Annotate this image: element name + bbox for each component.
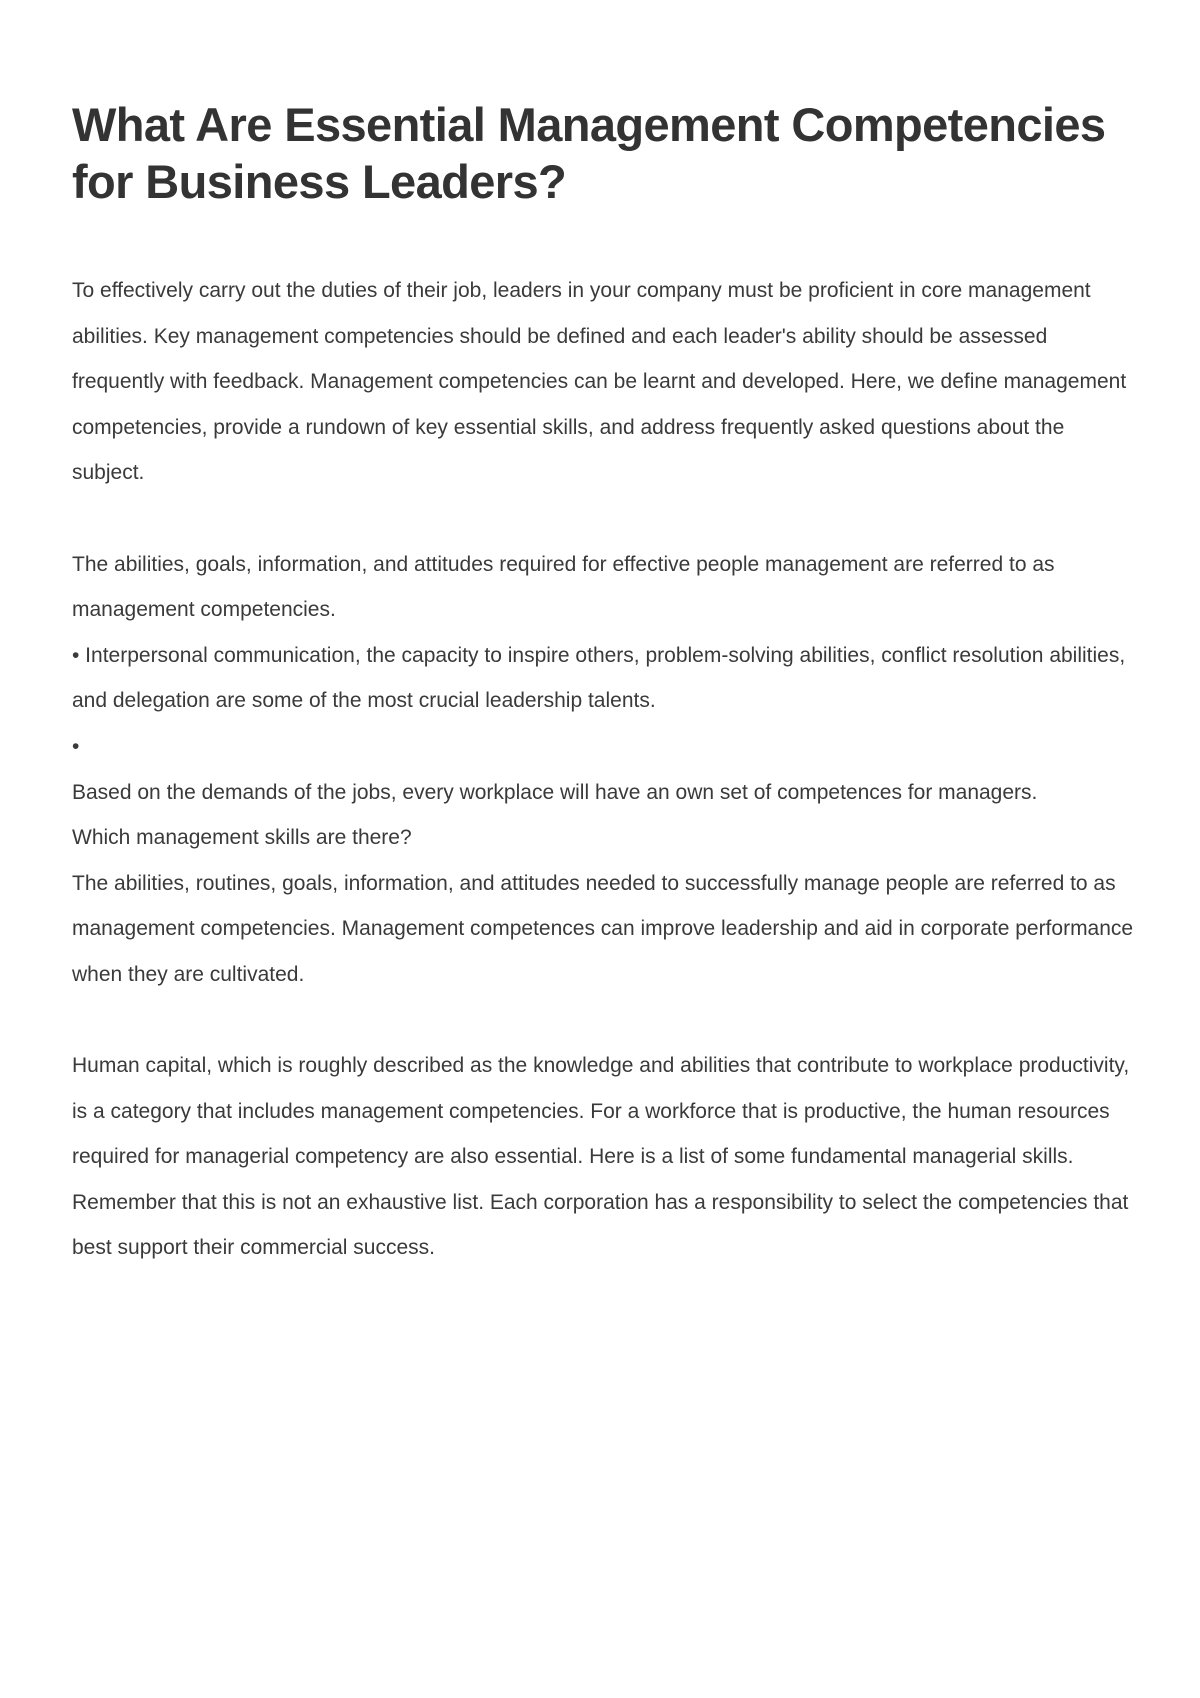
document-page xyxy=(72,96,1142,1271)
empty-bullet: • xyxy=(72,734,80,758)
bullet-leadership-talents: • Interpersonal communication, the capacity to inspire others, problem-solving abilities, conflict resolution abilities, and delegation are some of the most crucial leadership talents. xyxy=(72,643,1126,713)
question-line: Which management skills are there? xyxy=(72,826,412,850)
definition-paragraph: The abilities, goals, information, and attitudes required for effective people management are referred to as management competencies. xyxy=(72,552,1055,622)
competencies-definition-paragraph: The abilities, routines, goals, information, and attitudes needed to successfully manage people are referred to as management competencies. Management competences can improve leadership and aid in corporate performance when they are cultivated. xyxy=(72,871,1134,986)
workplace-competences-paragraph: Based on the demands of the jobs, every workplace will have an own set of competences for managers. xyxy=(72,780,1038,804)
document-body xyxy=(72,268,1142,1271)
paragraph-spacer xyxy=(72,998,1142,1044)
intro-paragraph: To effectively carry out the duties of their job, leaders in your company must be proficient in core management abilities. Key management competencies should be defined and each leader's ability should be assessed frequently with feedback. Management competencies can be learnt and developed. Here, we define management competencies, provide a rundown of key essential skills, and address frequently asked questions about the subject. xyxy=(72,279,1127,485)
paragraph-spacer xyxy=(72,496,1142,542)
human-capital-paragraph: Human capital, which is roughly described as the knowledge and abilities that contribute to workplace productivity, is a category that includes management competencies. For a workforce that is productive, the human resources required for managerial competency are also essential. Here is a list of some fundamental managerial skills. Remember that this is not an exhaustive list. Each corporation has a responsibility to select the competencies that best support their commercial success. xyxy=(72,1054,1130,1260)
document-title: What Are Essential Management Competencies for Business Leaders? xyxy=(72,98,1106,208)
